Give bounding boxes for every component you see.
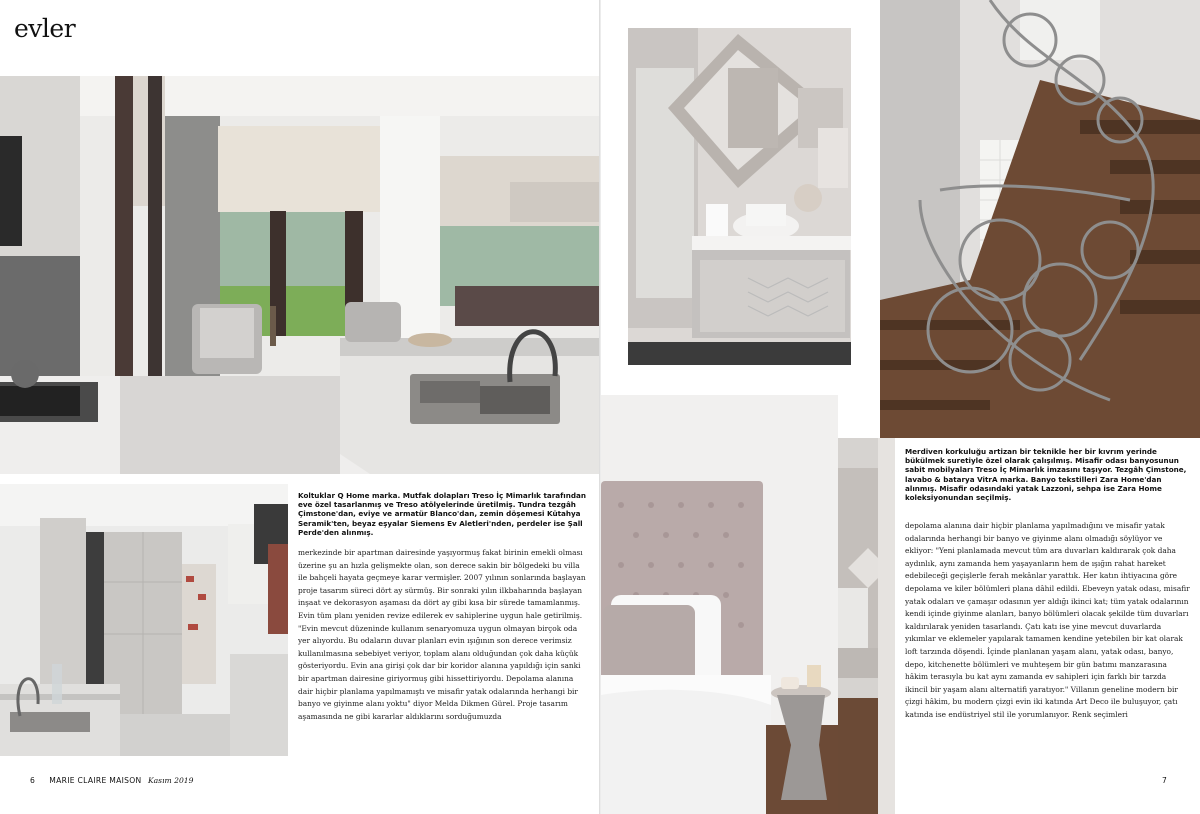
photo-guest-bath: [838, 438, 895, 814]
issue-date: Kasım 2019: [147, 776, 194, 785]
staircase-caption: Merdiven korkuluğu artizan bir teknikle her bir kıvrım yerinde bükülmek suretiyle özel olarak çalışılmış. Misafir odası banyosunun sabit mobilyaları Treso İç Mimarlık imzasını taşıyor. Tezgâh Çimstone, lavabo & batarya VitrA marka. Banyo tekstilleri Zara Home'dan alınmış. Misafir odasındaki yatak Lazzoni, sehpa ise Zara Home koleksiyonundan seçilmiş.: [905, 447, 1187, 503]
article-left-column: merkezinde bir apartman dairesinde yaşıyormuş fakat birinin emekli olması üzerine şu an hızla gelişmekte olan, son derece sakin bir bölgedeki bu villa ile bahçeli hayata geçmeye karar vermişler. 2007 yılının sonlarında başlayan proje tasarım süreci dört ay sürmüş. Bir sonraki yılın ilkbaharında başlayan inşaat ve dekorasyon aşaması da dört ay gibi kısa bir sürede tamamlanmış. Evin tüm planı yeniden revize edilerek ev sahiplerine uygun hale getirilmiş. "Evin mevcut düzeninde kullanım senaryomuza uygun olmayan birçok oda yer alıyordu. Bu odaların duvar planları evin ışığının son derece verimsiz kullanılmasına sebebiyet veriyor, toplam alanı olduğundan çok daha küçük gösteriyordu. Evin ana girişi çok dar bir koridor alanına yapıldığı için sanki bir apartman dairesine giriyormuş gibi hissettiriyordu. Depolama alanına dair hiçbir planlama yapılmamıştı ve misafir yatak odalarında herhangi bir banyo ve giyinme alanı yoktu" diyor Melda Dikmen Gürel. Proje tasarım aşamasında ne gibi kararlar aldıklarını sorduğumuzda: [298, 548, 586, 721]
photo-staircase: [880, 0, 1200, 438]
page-gutter: [599, 0, 601, 814]
left-page-number: 6: [30, 776, 35, 785]
article-right-column: depolama alanına dair hiçbir planlama yapılmadığını ve misafir yatak odalarında herhangi bir banyo ve giyinme alanı olmadığı söylüyor ve ekliyor: "Yeni planlamada mevcut tüm ara duvarları kaldırarak çok daha aydınlık, aynı zamanda hem yaşayanların hem de ışığın rahat hareket edebileceği geçişlerle ferah mekânlar yarattık. Her katın ihtiyacına göre depolama ve kiler bölümleri plana dâhil edildi. Ebeveyn yatak odası, misafir yatak odaları ve çamaşır odasının yer aldığı ikinci kat; tüm yatak odalarının kendi içinde giyinme alanları, banyo bölümleri olacak şekilde tüm duvarları kaldırılarak yeniden tasarlandı. Çatı katı ise yine mevcut duvarlarda yıkımlar ve eklemeler yapılarak tamamen kendine yetebilen bir kat olarak loft tarzında döşendi. İçinde planlanan yaşam alanı, yatak odası, banyo, depo, kitchenette bölümleri ve muhteşem bir gün batımı manzarasına hâkim terasıyla bu kat aynı zamanda ev sahipleri için farklı bir tarzda ikincil bir yaşam alanı alternatifi yaratıyor." Villanın geneline modern bir çizgi hâkim, bu modern çizgi evin iki katında Art Deco ile buluşuyor, çatı katında ise endüstriyel stil ile yorumlanıyor. Renk seçimleri: [905, 521, 1190, 719]
photo-kitchen-corridor: [0, 484, 288, 756]
photo-kitchen-main: [0, 76, 599, 474]
kitchen-caption: Koltuklar Q Home marka. Mutfak dolapları Treso İç Mimarlık tarafından eve özel tasarlanmış ve Treso atölyelerinde üretilmiş. Tundra tezgâh Çimstone'dan, eviye ve armatür Blanco'dan, zemin döşemesi Kütahya Seramik'ten, beyaz eşyalar Siemens Ev Aletleri'nden, perdeler ise Şall Perde'den alınmış.: [298, 491, 586, 537]
section-logo: evler: [14, 14, 76, 43]
photo-bathroom: [628, 28, 851, 365]
magazine-name: MARIE CLAIRE MAISON: [49, 776, 142, 785]
photo-bedroom: [601, 395, 838, 814]
footer-left: [30, 776, 193, 785]
right-page-number: 7: [1162, 776, 1167, 785]
